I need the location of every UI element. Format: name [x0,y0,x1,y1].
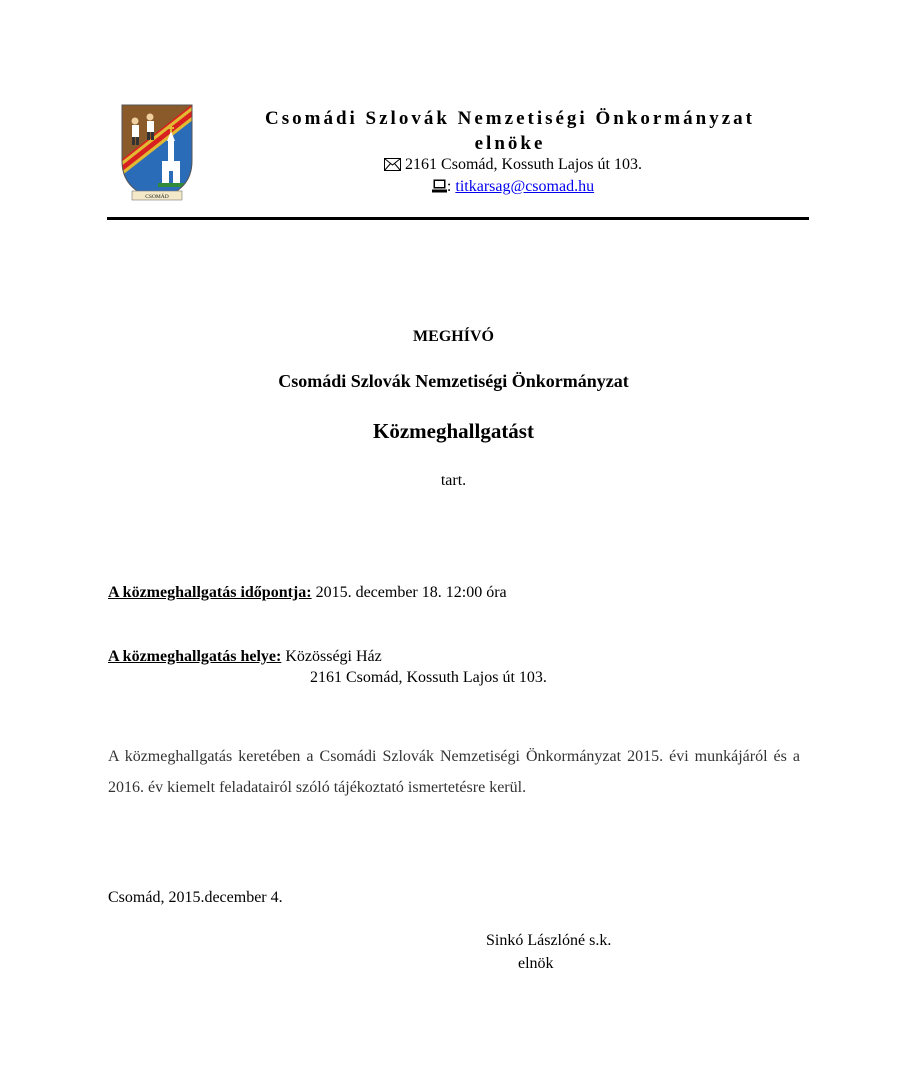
event-place-label: A közmeghallgatás helye: [108,648,282,665]
letterhead-subtitle: elnöke [474,133,546,154]
signatory-name: Sinkó Lászlóné s.k. [486,932,612,949]
letterhead-email [200,178,826,196]
envelope-icon [384,158,401,171]
header-divider [107,217,809,220]
coat-of-arms-logo [120,103,194,201]
body-paragraph: A közmeghallgatás keretében a Csomádi Szlovák Nemzetiségi Önkormányzat 2015. évi munkájáról és a 2016. év kiemelt feladatairól szóló tájékoztató ismertetésre kerül. [108,748,800,796]
letterhead-address [200,156,826,174]
event-place-address: 2161 Csomád, Kossuth Lajos út 103. [310,669,547,686]
letterhead-title: Csomádi Szlovák Nemzetiségi Önkormányzat [265,108,755,129]
email-link[interactable]: titkarsag@csomad.hu [455,178,595,195]
invitation-event: Közmeghallgatást [373,419,534,443]
invitation-verb: tart. [440,472,467,489]
signatory-role: elnök [518,955,554,972]
address-text: 2161 Csomád, Kossuth Lajos út 103. [405,156,642,173]
invitation-organization: Csomádi Szlovák Nemzetiségi Önkormányzat [278,371,629,391]
event-time-label: A közmeghallgatás időpontja: [108,584,312,601]
computer-icon [432,179,447,193]
svg-text:CSOMÁD: CSOMÁD [145,194,169,200]
event-time-line [108,584,507,602]
event-time-value: 2015. december 18. 12:00 óra [311,584,507,601]
invitation-heading: MEGHÍVÓ [413,328,494,345]
email-separator: : [446,178,452,195]
event-place-line [108,648,382,666]
event-place-value: Közösségi Ház [281,648,382,665]
document-date: Csomád, 2015.december 4. [108,889,283,906]
